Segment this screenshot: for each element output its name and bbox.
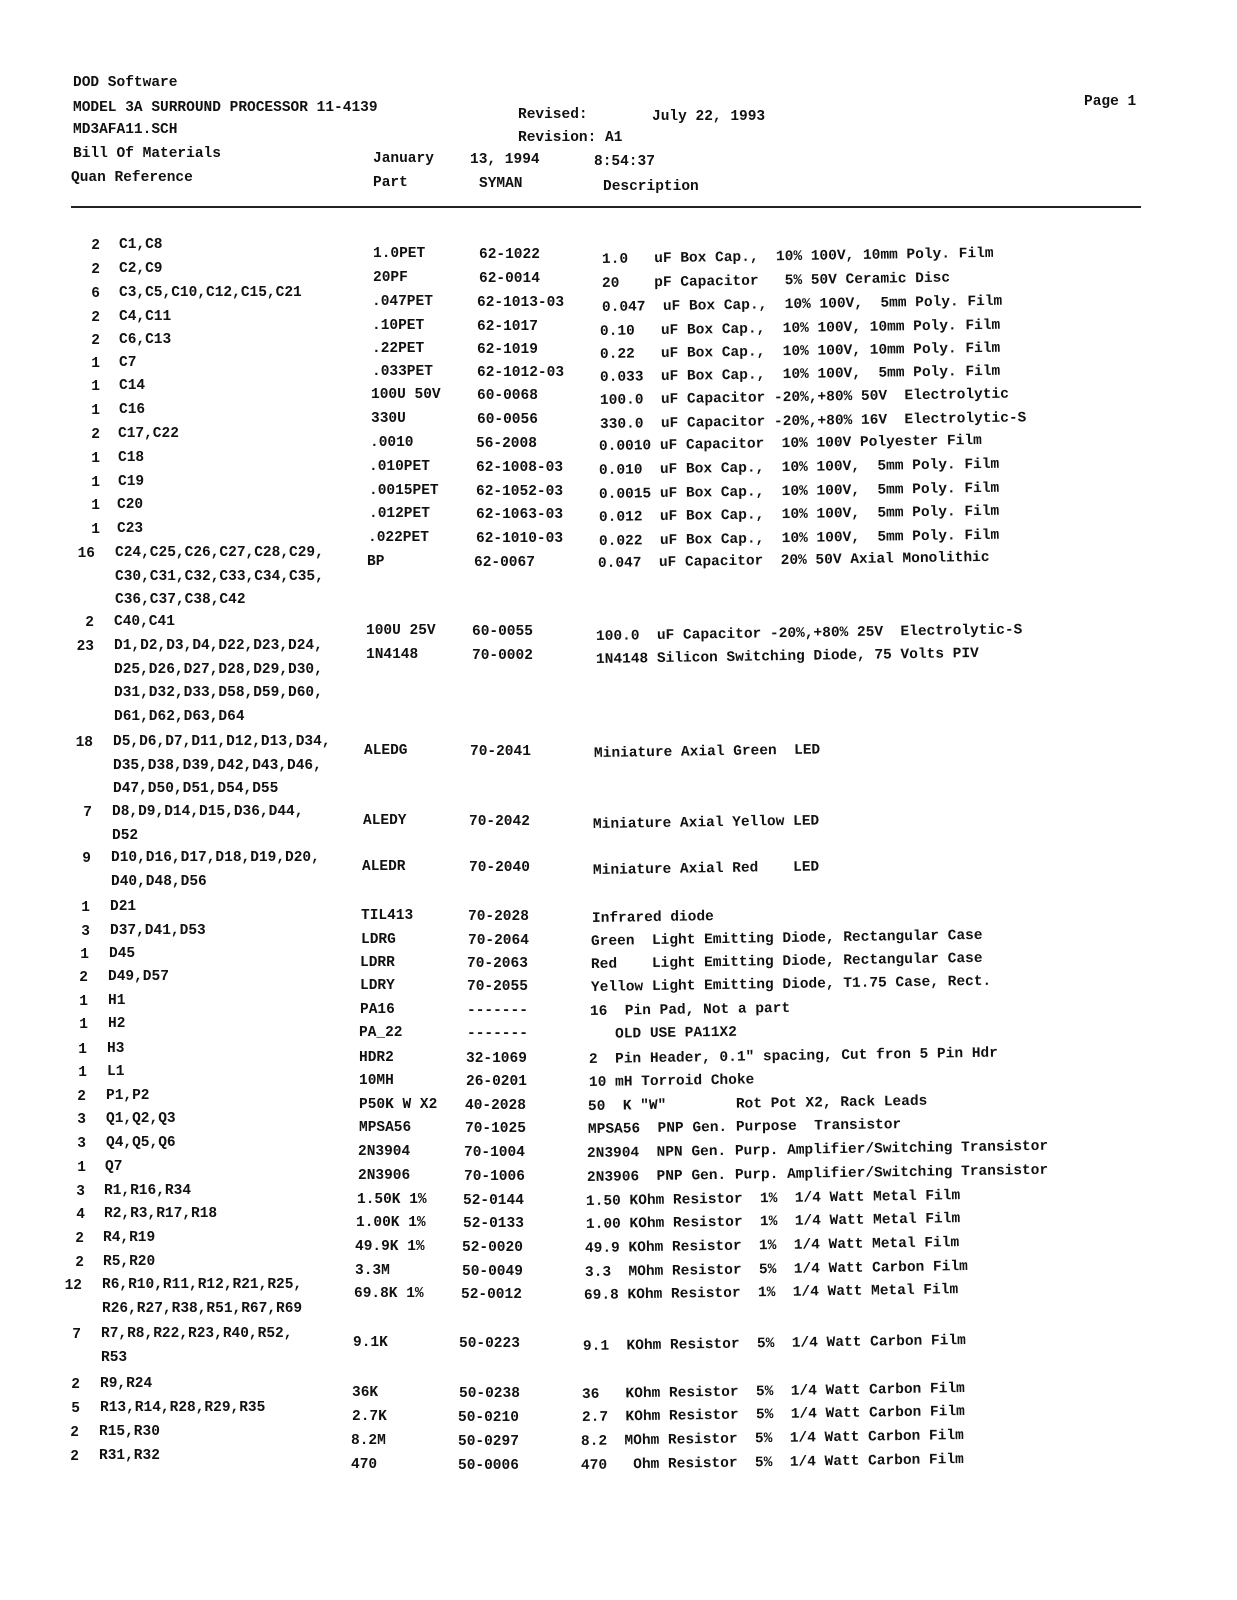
row-quantity: 5 bbox=[71, 1401, 80, 1417]
row-quantity: 1 bbox=[91, 403, 100, 419]
row-quantity: 1 bbox=[80, 947, 89, 963]
row-reference: C16 bbox=[119, 402, 146, 418]
row-quantity: 3 bbox=[77, 1112, 86, 1128]
row-reference: R13,R14,R28,R29,R35 bbox=[100, 1400, 266, 1416]
row-reference: C1,C8 bbox=[119, 237, 163, 253]
report-date-day-year: 13, 1994 bbox=[470, 152, 540, 168]
row-description: 100.0 uF Capacitor -20%,+80% 50V Electrolytic bbox=[599, 386, 1010, 409]
row-part: 3.3M bbox=[355, 1263, 390, 1279]
header-divider bbox=[71, 206, 1141, 208]
row-reference: D37,D41,D53 bbox=[110, 923, 206, 939]
row-part: LDRR bbox=[360, 955, 395, 971]
row-part: ALEDG bbox=[364, 743, 408, 759]
model-title: MODEL 3A SURROUND PROCESSOR 11-4139 bbox=[73, 100, 378, 116]
row-part: LDRY bbox=[360, 978, 395, 994]
table-row bbox=[0, 1206, 1237, 1233]
row-part: 2N3904 bbox=[358, 1144, 411, 1160]
row-syman: 52-0020 bbox=[462, 1240, 523, 1256]
row-reference: P1,P2 bbox=[106, 1088, 150, 1104]
row-description: 3.3 MOhm Resistor 5% 1/4 Watt Carbon Film bbox=[584, 1258, 968, 1281]
row-syman: 62-1012-03 bbox=[477, 365, 565, 381]
row-part: .022PET bbox=[368, 530, 429, 546]
row-reference: D1,D2,D3,D4,D22,D23,D24, D25,D26,D27,D28,D29,D30, D31,D32,D33,D58,D59,D60, D61,D62,D63,D64 bbox=[114, 638, 323, 725]
report-time: 8:54:37 bbox=[594, 154, 655, 170]
row-reference: R1,R16,R34 bbox=[104, 1183, 192, 1199]
row-quantity: 4 bbox=[76, 1207, 85, 1223]
row-description: 1.0 uF Box Cap., 10% 100V, 10mm Poly. Film bbox=[601, 245, 994, 268]
table-row bbox=[0, 402, 1237, 433]
row-part: 100U 50V bbox=[371, 387, 441, 403]
row-syman: 60-0055 bbox=[472, 624, 533, 640]
row-part: PA16 bbox=[360, 1002, 395, 1018]
row-description: Red Light Emitting Diode, Rectangular Case bbox=[590, 950, 983, 973]
row-part: TIL413 bbox=[361, 908, 414, 924]
row-quantity: 16 bbox=[77, 546, 95, 562]
report-date-month: January bbox=[373, 151, 434, 167]
row-description: 1.50 KOhm Resistor 1% 1/4 Watt Metal Film bbox=[585, 1188, 961, 1210]
row-reference: C14 bbox=[119, 378, 146, 394]
table-row bbox=[0, 1230, 1237, 1257]
row-part: 2N3906 bbox=[358, 1168, 411, 1184]
row-reference: C20 bbox=[117, 497, 144, 513]
column-part: Part bbox=[373, 175, 408, 191]
row-description: 0.022 uF Box Cap., 10% 100V, 5mm Poly. Film bbox=[598, 527, 1000, 550]
row-syman: 62-1019 bbox=[477, 342, 538, 358]
row-syman: 52-0144 bbox=[463, 1193, 524, 1209]
row-description: 2N3906 PNP Gen. Purp. Amplifier/Switching Transistor bbox=[586, 1162, 1049, 1186]
row-quantity: 1 bbox=[91, 498, 100, 514]
row-part: .010PET bbox=[369, 459, 430, 475]
row-description: 9.1 KOhm Resistor 5% 1/4 Watt Carbon Film bbox=[582, 1332, 966, 1355]
row-part: ALEDR bbox=[362, 859, 406, 875]
row-part: 69.8K 1% bbox=[354, 1286, 424, 1302]
row-reference: Q4,Q5,Q6 bbox=[106, 1135, 176, 1151]
row-description: 10 mH Torroid Choke bbox=[588, 1072, 755, 1091]
row-reference: D10,D16,D17,D18,D19,D20, D40,D48,D56 bbox=[111, 850, 320, 890]
row-syman: 70-2028 bbox=[468, 909, 529, 925]
row-syman: 60-0056 bbox=[477, 412, 538, 428]
report-title: Bill Of Materials bbox=[73, 146, 221, 162]
row-reference: D45 bbox=[109, 946, 136, 962]
table-row bbox=[0, 426, 1237, 455]
row-description: MPSA56 PNP Gen. Purpose Transistor bbox=[587, 1117, 902, 1138]
table-row bbox=[0, 1424, 1237, 1450]
row-syman: 50-0238 bbox=[459, 1386, 520, 1402]
row-syman: 26-0201 bbox=[466, 1074, 527, 1090]
table-row bbox=[0, 1135, 1237, 1162]
revised-label: Revised: bbox=[518, 107, 588, 123]
row-description: Yellow Light Emitting Diode, T1.75 Case, Rect. bbox=[590, 973, 992, 996]
row-part: .012PET bbox=[369, 506, 430, 522]
table-row bbox=[0, 1088, 1237, 1115]
row-part: 330U bbox=[371, 411, 406, 427]
row-description: 2 Pin Header, 0.1" spacing, Cut fron 5 Pin Hdr bbox=[588, 1045, 999, 1068]
table-row bbox=[0, 1016, 1237, 1043]
row-reference: R31,R32 bbox=[99, 1448, 160, 1464]
row-description: Infrared diode bbox=[591, 909, 714, 927]
row-syman: 70-2042 bbox=[469, 814, 530, 830]
row-reference: D5,D6,D7,D11,D12,D13,D34, D35,D38,D39,D42,D43,D46, D47,D50,D51,D54,D55 bbox=[113, 734, 331, 797]
row-quantity: 2 bbox=[75, 1231, 84, 1247]
row-part: .0015PET bbox=[369, 483, 439, 499]
table-row bbox=[0, 946, 1237, 973]
row-description: Miniature Axial Yellow LED bbox=[592, 813, 820, 833]
row-part: 1.50K 1% bbox=[357, 1192, 427, 1208]
row-syman: 70-1004 bbox=[464, 1145, 525, 1161]
row-part: 470 bbox=[351, 1457, 378, 1473]
row-description: Miniature Axial Red LED bbox=[592, 859, 820, 879]
row-quantity: 2 bbox=[91, 310, 100, 326]
row-syman: 62-1010-03 bbox=[476, 531, 564, 547]
row-syman: 70-2040 bbox=[469, 860, 530, 876]
row-description: 20 pF Capacitor 5% 50V Ceramic Disc bbox=[601, 270, 951, 292]
row-quantity: 1 bbox=[91, 356, 100, 372]
table-row bbox=[0, 237, 1237, 268]
table-row bbox=[0, 638, 1237, 725]
row-quantity: 1 bbox=[91, 475, 100, 491]
row-part: HDR2 bbox=[359, 1050, 394, 1066]
row-quantity: 2 bbox=[91, 262, 100, 278]
row-reference: D49,D57 bbox=[108, 969, 169, 985]
row-part: MPSA56 bbox=[359, 1120, 412, 1136]
table-row bbox=[0, 1448, 1237, 1474]
row-description: 69.8 KOhm Resistor 1% 1/4 Watt Metal Film bbox=[583, 1282, 959, 1304]
row-reference: R9,R24 bbox=[100, 1376, 153, 1392]
row-reference: H3 bbox=[107, 1041, 125, 1057]
table-row bbox=[0, 1277, 1237, 1317]
row-quantity: 2 bbox=[91, 333, 100, 349]
revised-date: July 22, 1993 bbox=[652, 109, 766, 125]
row-syman: ------- bbox=[467, 1003, 528, 1019]
row-description: 2N3904 NPN Gen. Purp. Amplifier/Switching Transistor bbox=[586, 1138, 1049, 1162]
row-part: PA_22 bbox=[359, 1025, 403, 1041]
row-part: 36K bbox=[352, 1385, 379, 1401]
row-quantity: 12 bbox=[64, 1278, 82, 1294]
company-name: DOD Software bbox=[73, 75, 178, 91]
row-quantity: 1 bbox=[91, 451, 100, 467]
row-quantity: 1 bbox=[91, 522, 100, 538]
column-syman: SYMAN bbox=[479, 176, 523, 192]
row-description: 36 KOhm Resistor 5% 1/4 Watt Carbon Film bbox=[581, 1380, 965, 1403]
row-reference: R7,R8,R22,R23,R40,R52, R53 bbox=[101, 1326, 293, 1366]
row-part: 8.2M bbox=[351, 1433, 386, 1449]
row-syman: 62-1063-03 bbox=[476, 507, 564, 523]
row-part: ALEDY bbox=[363, 813, 407, 829]
row-reference: H2 bbox=[108, 1016, 126, 1032]
row-reference: R6,R10,R11,R12,R21,R25, R26,R27,R38,R51,R67,R69 bbox=[102, 1277, 303, 1317]
row-syman: 70-2055 bbox=[467, 979, 528, 995]
row-quantity: 1 bbox=[79, 1017, 88, 1033]
table-row bbox=[0, 1400, 1237, 1426]
row-part: P50K W X2 bbox=[359, 1097, 438, 1113]
row-description: 0.010 uF Box Cap., 10% 100V, 5mm Poly. Film bbox=[598, 456, 1000, 479]
row-quantity: 1 bbox=[78, 1065, 87, 1081]
row-description: 330.0 uF Capacitor -20%,+80% 16V Electrolytic-S bbox=[599, 410, 1027, 433]
row-description: 0.0015 uF Box Cap., 10% 100V, 5mm Poly. Film bbox=[598, 480, 1000, 503]
row-syman: 70-2064 bbox=[468, 933, 529, 949]
row-part: .22PET bbox=[372, 341, 425, 357]
row-quantity: 1 bbox=[77, 1160, 86, 1176]
table-row bbox=[0, 1064, 1237, 1091]
row-description: 0.012 uF Box Cap., 10% 100V, 5mm Poly. Film bbox=[598, 503, 1000, 526]
row-part: 20PF bbox=[373, 270, 408, 286]
row-quantity: 3 bbox=[81, 924, 90, 940]
row-quantity: 2 bbox=[79, 970, 88, 986]
row-quantity: 2 bbox=[85, 615, 94, 631]
row-description: 0.047 uF Box Cap., 10% 100V, 5mm Poly. Film bbox=[601, 293, 1003, 316]
table-row bbox=[0, 899, 1237, 927]
table-row bbox=[0, 474, 1237, 503]
row-description: 49.9 KOhm Resistor 1% 1/4 Watt Metal Film bbox=[584, 1235, 960, 1257]
row-quantity: 7 bbox=[83, 805, 92, 821]
column-quan-reference: Quan Reference bbox=[71, 170, 193, 186]
table-row bbox=[0, 285, 1237, 316]
row-description: 470 Ohm Resistor 5% 1/4 Watt Carbon Film bbox=[580, 1451, 964, 1474]
row-syman: 50-0297 bbox=[458, 1434, 519, 1450]
table-row bbox=[0, 804, 1237, 844]
row-description: 1.00 KOhm Resistor 1% 1/4 Watt Metal Film bbox=[585, 1211, 961, 1233]
row-part: .0010 bbox=[370, 435, 414, 451]
row-description: 100.0 uF Capacitor -20%,+80% 25V Electrolytic-S bbox=[595, 622, 1023, 645]
row-part: 10MH bbox=[359, 1073, 394, 1089]
row-syman: 62-1017 bbox=[477, 319, 538, 335]
table-row bbox=[0, 923, 1237, 950]
row-syman: 62-1052-03 bbox=[476, 484, 564, 500]
row-description: OLD USE PA11X2 bbox=[588, 1024, 738, 1043]
table-row bbox=[0, 1111, 1237, 1138]
row-description: 16 Pin Pad, Not a part bbox=[589, 1000, 791, 1020]
row-reference: C3,C5,C10,C12,C15,C21 bbox=[119, 285, 302, 301]
row-quantity: 3 bbox=[77, 1136, 86, 1152]
row-reference: Q7 bbox=[105, 1159, 123, 1175]
row-description: 2.7 KOhm Resistor 5% 1/4 Watt Carbon Film bbox=[581, 1403, 965, 1426]
row-reference: C40,C41 bbox=[114, 614, 175, 630]
row-reference: D8,D9,D14,D15,D36,D44, D52 bbox=[112, 804, 304, 844]
table-row bbox=[0, 614, 1237, 645]
row-description: 0.033 uF Box Cap., 10% 100V, 5mm Poly. Film bbox=[599, 363, 1001, 386]
row-reference: C18 bbox=[118, 450, 145, 466]
row-reference: R15,R30 bbox=[99, 1424, 160, 1440]
row-description: 0.047 uF Capacitor 20% 50V Axial Monolithic bbox=[597, 549, 990, 572]
row-part: 1N4148 bbox=[366, 647, 419, 663]
row-syman: 70-2063 bbox=[467, 956, 528, 972]
row-reference: C4,C11 bbox=[119, 309, 172, 325]
row-quantity: 2 bbox=[71, 1377, 80, 1393]
row-reference: C2,C9 bbox=[119, 261, 163, 277]
row-syman: 70-2041 bbox=[470, 744, 531, 760]
table-row bbox=[0, 521, 1237, 550]
row-quantity: 2 bbox=[77, 1089, 86, 1105]
row-syman: 62-1008-03 bbox=[476, 460, 564, 476]
row-syman: 50-0006 bbox=[458, 1458, 519, 1474]
row-syman: 52-0012 bbox=[461, 1287, 522, 1303]
row-quantity: 2 bbox=[70, 1425, 79, 1441]
row-quantity: 1 bbox=[91, 379, 100, 395]
row-quantity: 2 bbox=[75, 1255, 84, 1271]
row-part: BP bbox=[367, 554, 385, 570]
row-syman: 62-1022 bbox=[479, 247, 540, 263]
row-part: .033PET bbox=[372, 364, 433, 380]
table-row bbox=[0, 261, 1237, 292]
row-syman: 50-0049 bbox=[462, 1264, 523, 1280]
row-quantity: 1 bbox=[78, 1042, 87, 1058]
row-syman: 62-0014 bbox=[479, 271, 540, 287]
row-reference: H1 bbox=[108, 993, 126, 1009]
row-quantity: 18 bbox=[75, 735, 93, 751]
row-description: 0.10 uF Box Cap., 10% 100V, 10mm Poly. Film bbox=[599, 317, 1001, 340]
table-row bbox=[0, 850, 1237, 890]
row-quantity: 9 bbox=[82, 851, 91, 867]
row-part: 100U 25V bbox=[366, 623, 436, 639]
row-part: LDRG bbox=[361, 932, 396, 948]
row-syman: 70-1006 bbox=[464, 1169, 525, 1185]
column-description: Description bbox=[603, 179, 699, 195]
row-quantity: 6 bbox=[91, 286, 100, 302]
table-row bbox=[0, 1183, 1237, 1210]
row-description: Miniature Axial Green LED bbox=[593, 742, 821, 762]
row-syman: 32-1069 bbox=[466, 1051, 527, 1067]
row-quantity: 1 bbox=[81, 900, 90, 916]
row-quantity: 2 bbox=[91, 427, 100, 443]
row-syman: 50-0210 bbox=[458, 1410, 519, 1426]
row-syman: 52-0133 bbox=[463, 1216, 524, 1232]
row-syman: 70-0002 bbox=[472, 648, 533, 664]
row-part: 1.0PET bbox=[373, 246, 426, 262]
row-reference: Q1,Q2,Q3 bbox=[106, 1111, 176, 1127]
row-reference: R4,R19 bbox=[103, 1230, 156, 1246]
table-row bbox=[0, 545, 1237, 608]
table-row bbox=[0, 734, 1237, 797]
row-part: 1.00K 1% bbox=[356, 1215, 426, 1231]
row-reference: D21 bbox=[110, 899, 137, 915]
table-row bbox=[0, 969, 1237, 996]
revision: Revision: A1 bbox=[518, 130, 623, 146]
table-row bbox=[0, 378, 1237, 409]
row-quantity: 2 bbox=[91, 238, 100, 254]
row-syman: 70-1025 bbox=[465, 1121, 526, 1137]
row-reference: R2,R3,R17,R18 bbox=[104, 1206, 218, 1222]
row-description: 0.0010 uF Capacitor 10% 100V Polyester Film bbox=[598, 432, 982, 455]
row-description: Green Light Emitting Diode, Rectangular Case bbox=[590, 927, 983, 950]
row-part: 49.9K 1% bbox=[355, 1239, 425, 1255]
schematic-filename: MD3AFA11.SCH bbox=[73, 122, 178, 138]
row-quantity: 2 bbox=[70, 1449, 79, 1465]
row-reference: C23 bbox=[117, 521, 144, 537]
row-part: 2.7K bbox=[352, 1409, 387, 1425]
row-part: .10PET bbox=[372, 318, 425, 334]
row-syman: 56-2008 bbox=[476, 436, 537, 452]
row-reference: C24,C25,C26,C27,C28,C29, C30,C31,C32,C33,C34,C35, C36,C37,C38,C42 bbox=[115, 545, 324, 608]
row-reference: C19 bbox=[118, 474, 145, 490]
row-part: .047PET bbox=[372, 294, 433, 310]
table-row bbox=[0, 1159, 1237, 1186]
row-reference: L1 bbox=[107, 1064, 125, 1080]
row-syman: ------- bbox=[467, 1026, 528, 1042]
row-quantity: 23 bbox=[76, 639, 94, 655]
row-description: 50 K "W" Rot Pot X2, Rack Leads bbox=[587, 1093, 928, 1115]
row-part: 9.1K bbox=[353, 1335, 388, 1351]
row-syman: 62-1013-03 bbox=[477, 295, 565, 311]
row-quantity: 1 bbox=[79, 994, 88, 1010]
table-row bbox=[0, 1041, 1237, 1068]
row-quantity: 3 bbox=[76, 1184, 85, 1200]
row-description: 0.22 uF Box Cap., 10% 100V, 10mm Poly. Film bbox=[599, 340, 1001, 363]
row-syman: 62-0067 bbox=[474, 555, 535, 571]
row-quantity: 7 bbox=[72, 1327, 81, 1343]
row-syman: 60-0068 bbox=[477, 388, 538, 404]
row-reference: C17,C22 bbox=[118, 426, 179, 442]
row-reference: C7 bbox=[119, 355, 137, 371]
row-description: 1N4148 Silicon Switching Diode, 75 Volts PIV bbox=[595, 645, 979, 668]
table-row bbox=[0, 497, 1237, 526]
row-syman: 50-0223 bbox=[459, 1336, 520, 1352]
table-row bbox=[0, 1254, 1237, 1281]
row-syman: 40-2028 bbox=[465, 1098, 526, 1114]
table-row bbox=[0, 993, 1237, 1020]
page-number: Page 1 bbox=[1084, 94, 1137, 110]
row-reference: C6,C13 bbox=[119, 332, 172, 348]
row-description: 8.2 MOhm Resistor 5% 1/4 Watt Carbon Film bbox=[580, 1427, 964, 1450]
table-row bbox=[0, 1376, 1237, 1403]
table-row bbox=[0, 1326, 1237, 1366]
row-reference: R5,R20 bbox=[103, 1254, 156, 1270]
table-row bbox=[0, 450, 1237, 479]
